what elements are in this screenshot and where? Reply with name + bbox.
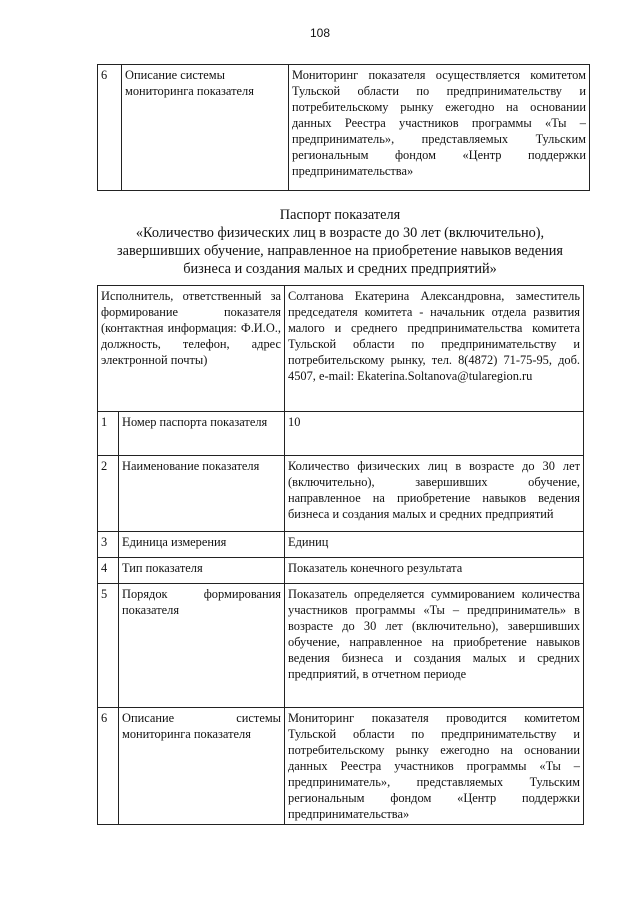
table-row <box>98 65 590 191</box>
row-name: Единица измерения <box>119 532 285 558</box>
table-row <box>98 558 584 584</box>
passport-subtitle-line: бизнеса и создания малых и средних предприятий» <box>183 261 497 277</box>
passport-heading <box>96 206 584 278</box>
row-number: 2 <box>98 456 119 532</box>
row-value: Количество физических лиц в возрасте до 30 лет (включительно), завершивших обучение, направленное на приобретение навыков ведения бизнеса и создания малых и средних предприятий <box>285 456 584 532</box>
row-name: Описание системы мониторинга показателя <box>119 708 285 825</box>
table-row <box>98 584 584 708</box>
row-value: Показатель конечного результата <box>285 558 584 584</box>
passport-title: Паспорт показателя <box>279 207 401 223</box>
page-number: 108 <box>309 26 331 40</box>
passport-subtitle-line: завершивших обучение, направленное на приобретение навыков ведения <box>117 243 563 259</box>
row-value: 10 <box>285 412 584 456</box>
executor-value: Солтанова Екатерина Александровна, заместитель председателя комитета - начальник отдела развития малого и среднего предпринимательства комитета Тульской области по предпринимательству и потребительскому рынку, тел. 8(4872) 71-75-95, доб. 4507, e-mail: Ekaterina.Soltanova@tularegion.ru <box>285 286 584 412</box>
row-value: Показатель определяется суммированием количества участников программы «Ты – предприниматель» в возрасте до 30 лет (включительно), завершивших обучение, направленное на приобретение навыков ведения бизнеса и создания малых и средних предприятий, в отчетном периоде <box>285 584 584 708</box>
passport-table <box>97 285 584 825</box>
row-name: Номер паспорта показателя <box>119 412 285 456</box>
row-number: 3 <box>98 532 119 558</box>
row-number: 6 <box>98 65 122 191</box>
row-name: Наименование показателя <box>119 456 285 532</box>
row-name: Тип показателя <box>119 558 285 584</box>
row-number: 1 <box>98 412 119 456</box>
row-number: 6 <box>98 708 119 825</box>
row-number: 5 <box>98 584 119 708</box>
executor-label: Исполнитель, ответственный за формирование показателя (контактная информация: Ф.И.О., должность, телефон, адрес электронной почты) <box>98 286 285 412</box>
table-row <box>98 708 584 825</box>
top-table <box>97 64 590 191</box>
row-number: 4 <box>98 558 119 584</box>
row-name: Порядок формирования показателя <box>119 584 285 708</box>
table-row <box>98 456 584 532</box>
row-name: Описание системы мониторинга показателя <box>122 65 289 191</box>
table-row <box>98 412 584 456</box>
table-row <box>98 286 584 412</box>
row-description: Мониторинг показателя осуществляется комитетом Тульской области по предпринимательству и потребительскому рынку ежегодно на основании данных Реестра участников программы «Ты – предприниматель», представляемых Тульским региональным фондом «Центр поддержки предпринимательства» <box>289 65 590 191</box>
row-value: Единиц <box>285 532 584 558</box>
row-value: Мониторинг показателя проводится комитетом Тульской области по предпринимательству и потребительскому рынку ежегодно на основании данных Реестра участников программы «Ты – предприниматель», представляемых Тульским региональным фондом «Центр поддержки предпринимательства» <box>285 708 584 825</box>
table-row <box>98 532 584 558</box>
passport-subtitle-line: «Количество физических лиц в возрасте до 30 лет (включительно), <box>135 225 545 241</box>
